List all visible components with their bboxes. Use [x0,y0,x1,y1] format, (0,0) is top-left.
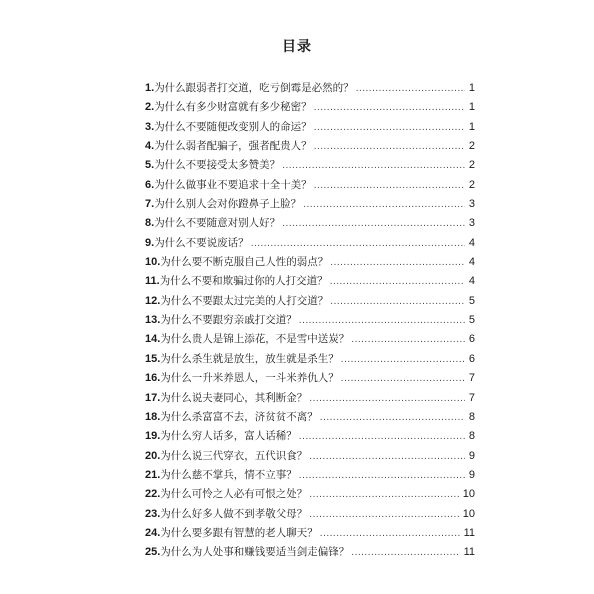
toc-entry-page: 2 [468,178,475,191]
toc-dot-leader [309,389,465,408]
toc-entry-page: 2 [468,140,475,153]
toc-entry-page: 6 [468,352,475,365]
toc-entry-number: 11. [145,275,160,288]
toc-entry[interactable] [145,485,475,504]
toc-entry-page: 9 [468,468,475,481]
toc-entry[interactable] [145,524,475,543]
toc-entry-page: 7 [468,391,475,404]
toc-entry[interactable] [145,98,475,117]
toc-entry-page: 2 [468,159,475,172]
toc-entry-title: 为什么好多人做不到孝敬父母？ [160,507,308,520]
toc-entry-number: 17. [145,391,161,404]
toc-entry-title: 为什么跟弱者打交道，吃亏倒霉是必然的？ [154,82,354,94]
toc-entry[interactable] [145,408,475,427]
toc-dot-leader [303,195,465,214]
toc-entry-page: 1 [468,120,475,133]
toc-entry[interactable] [145,330,475,349]
toc-dot-leader [314,118,465,137]
toc-entry[interactable] [145,505,475,524]
toc-entry[interactable] [145,427,475,446]
toc-dot-leader [320,408,465,427]
toc-entry-number: 6. [145,178,155,191]
toc-entry-number: 16. [145,372,161,385]
toc-entry-number: 9. [145,236,155,249]
toc-entry-title: 为什么不要接受太多赞美？ [154,159,281,172]
toc-dot-leader [314,98,465,117]
toc-dot-leader [299,466,465,485]
toc-entry-title: 为什么不要随便改变别人的命运？ [154,120,312,133]
toc-dot-leader [330,292,465,311]
toc-entry-number: 20. [145,449,161,462]
toc-entry-title: 为什么慈不掌兵，情不立事？ [160,468,297,481]
toc-entry-number: 24. [145,526,161,539]
toc-entry-page: 6 [468,333,475,346]
toc-entry-page: 4 [468,275,475,288]
toc-entry-number: 5. [145,159,155,172]
toc-entry-title: 为什么贵人是锦上添花，不是雪中送炭？ [160,333,350,346]
toc-dot-leader [282,156,465,175]
toc-entry-title: 为什么说三代穿衣，五代识食？ [160,449,308,462]
toc-entry-number: 15. [145,352,161,365]
toc-entry-title: 为什么穷人话多，富人话稀？ [160,430,297,443]
toc-entry-title: 为什么做事业不要追求十全十美？ [154,178,312,191]
toc-entry-page: 10 [462,488,475,501]
toc-dot-leader [309,505,458,524]
toc-entry-page: 8 [468,410,475,423]
toc-entry-title: 为什么要多跟有智慧的老人聊天？ [160,526,318,539]
toc-dot-leader [341,350,465,369]
toc-dot-leader [299,427,465,446]
toc-entry[interactable] [145,311,475,330]
toc-dot-leader [299,311,465,330]
toc-entry-number: 19. [145,430,161,443]
toc-entry-page: 4 [468,256,475,269]
toc-dot-leader [309,485,458,504]
toc-entry-page: 8 [468,430,475,443]
toc-entry-page: 3 [468,198,475,211]
toc-entry-number: 4. [145,140,155,153]
toc-entry-title: 为什么可怜之人必有可恨之处？ [160,488,308,501]
toc-entry-title: 为什么要不断克服自己人性的弱点？ [160,256,329,269]
toc-dot-leader [356,79,465,98]
toc-entry-number: 18. [145,410,161,423]
toc-entry-page: 5 [468,294,475,307]
toc-entry-title: 为什么为人处事和赚钱要适当剑走偏锋？ [160,546,350,559]
toc-entry[interactable] [145,176,475,195]
toc-dot-leader [330,253,465,272]
toc-entry-page: 11 [463,526,475,539]
toc-entry[interactable] [145,272,475,291]
toc-entry-page: 9 [468,449,475,462]
toc-entry-number: 12. [145,294,161,307]
toc-entry-title: 为什么有多少财富就有多少秘密？ [154,101,312,114]
toc-entry-number: 10. [145,256,161,269]
toc-entry-number: 25. [145,546,161,559]
toc-dot-leader [351,330,465,349]
toc-entry-title: 为什么不要跟太过完美的人打交道？ [160,294,329,307]
toc-entry-title: 为什么不要随意对别人好？ [154,217,281,230]
toc-entry[interactable] [145,369,475,388]
toc-dot-leader [341,369,465,388]
toc-entry-page: 5 [468,314,475,327]
toc-entry[interactable] [145,234,475,253]
toc-entry-page: 10 [462,507,475,520]
toc-entry-number: 7. [145,198,155,211]
table-of-contents [145,79,475,563]
toc-entry-page: 4 [468,236,475,249]
toc-entry[interactable] [145,137,475,156]
toc-entry[interactable] [145,79,475,98]
toc-entry[interactable] [145,118,475,137]
toc-entry-page: 1 [468,82,475,94]
toc-entry-number: 22. [145,488,161,501]
toc-dot-leader [314,176,465,195]
toc-entry[interactable] [145,543,475,562]
toc-entry[interactable] [145,292,475,311]
toc-entry-number: 1. [145,82,155,94]
toc-entry-page: 11 [463,546,475,559]
toc-entry-page: 7 [468,372,475,385]
toc-entry-number: 8. [145,217,155,230]
toc-entry[interactable] [145,214,475,233]
toc-entry[interactable] [145,466,475,485]
toc-entry-number: 13. [145,314,161,327]
toc-entry-title: 为什么不要说废话？ [154,236,249,249]
toc-dot-leader [282,214,465,233]
page-title: 目录 [282,39,312,55]
toc-dot-leader [330,272,465,291]
toc-entry-title: 为什么杀生就是放生，放生就是杀生？ [160,352,339,365]
toc-entry-number: 2. [145,101,155,114]
toc-dot-leader [351,543,459,562]
toc-entry-title: 为什么一升米养恩人，一斗米养仇人？ [160,372,339,385]
toc-entry-number: 21. [145,468,161,481]
toc-entry-title: 为什么不要和欺骗过你的人打交道？ [159,275,328,288]
toc-entry-page: 1 [468,101,475,114]
toc-entry-number: 23. [145,507,161,520]
toc-dot-leader [320,524,460,543]
toc-entry-number: 14. [145,333,161,346]
toc-entry[interactable] [145,350,475,369]
toc-entry-number: 3. [145,120,155,133]
toc-entry-title: 为什么说夫妻同心，其利断金？ [160,391,308,404]
toc-entry-title: 为什么杀富富不去，济贫贫不离？ [160,410,318,423]
toc-entry-page: 3 [468,217,475,230]
toc-entry[interactable] [145,389,475,408]
toc-entry-title: 为什么不要跟穷亲戚打交道？ [160,314,297,327]
toc-entry[interactable] [145,156,475,175]
toc-entry-title: 为什么别人会对你蹬鼻子上脸？ [154,198,302,211]
toc-entry[interactable] [145,447,475,466]
toc-entry-title: 为什么弱者配骗子，强者配贵人？ [154,140,312,153]
toc-dot-leader [314,137,465,156]
toc-dot-leader [309,447,465,466]
toc-dot-leader [251,234,465,253]
toc-entry[interactable] [145,195,475,214]
toc-entry[interactable] [145,253,475,272]
